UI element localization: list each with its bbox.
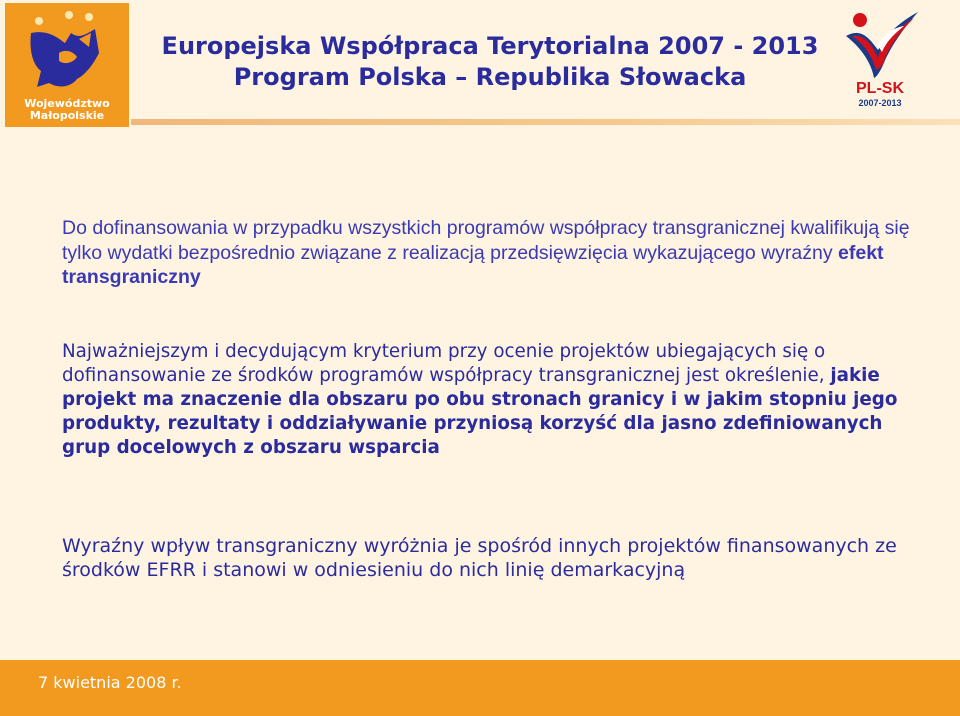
logo-left-line1: Województwo — [24, 97, 110, 110]
paragraph-2 — [62, 340, 912, 460]
paragraph-3-text: Wyraźny wpływ transgraniczny wyróżnia je spośród innych projektów finansowanych ze środków EFRR i stanowi w odniesieniu do nich linię demarkacyjną — [62, 535, 897, 581]
header-divider — [131, 119, 960, 125]
title-line1: Europejska Współpraca Terytorialna 2007 - 2013 — [161, 32, 819, 60]
logo-left-line2: Małopolskie — [29, 109, 105, 122]
footer-date: 7 kwietnia 2008 r. — [38, 673, 182, 692]
paragraph-2-text: Najważniejszym i decydującym kryterium przy ocenie projektów ubiegających się o dofinansowanie ze środków programów współpracy transgranicznej jest określenie, — [62, 341, 831, 386]
pl-sk-years: 2007-2013 — [858, 98, 902, 108]
paragraph-1-bold: efekt transgraniczny — [62, 241, 884, 288]
header — [0, 0, 960, 130]
pl-sk-label: PL-SK — [856, 80, 904, 97]
malopolska-region-icon — [19, 9, 115, 95]
paragraph-2-bold: jakie projekt ma znaczenie dla obszaru po obu stronach granicy i w jakim stopniu jego produkty, rezultaty i oddziaływanie przyniosą korzyść dla jasno zdefiniowanych grup docelowych z obszaru wsparcia — [62, 365, 898, 458]
paragraph-3 — [62, 534, 912, 582]
paragraph-1-text: Do dofinansowania w przypadku wszystkich programów współpracy transgranicznej kwalifikują się tylko wydatki bezpośrednio związane z realizacją przedsięwzięcia wykazującego wyraźny — [62, 217, 910, 264]
malopolska-logo — [5, 3, 129, 127]
paragraph-1 — [62, 216, 912, 290]
pl-sk-logo — [838, 6, 920, 110]
title-line2: Program Polska – Republika Słowacka — [233, 63, 747, 91]
pl-sk-program-icon — [838, 6, 920, 80]
